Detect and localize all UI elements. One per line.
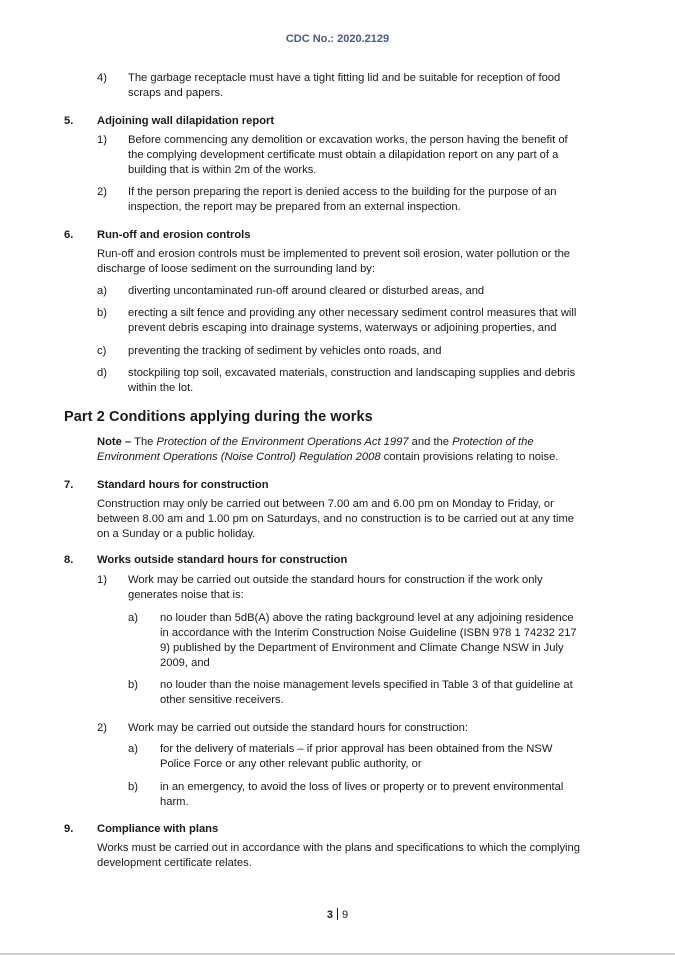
page-number: [0, 908, 675, 921]
note-text: The: [131, 436, 157, 448]
item-text-line: for the delivery of materials – if prior approval has been obtained from the NSW: [160, 743, 553, 755]
item-letter: a): [97, 285, 107, 297]
section-number: 5.: [64, 115, 74, 127]
item-text-line: Work may be carried out outside the standard hours for construction:: [128, 722, 468, 734]
paragraph-line: between 8.00 am and 1.00 pm on Saturdays, and no construction is to be carried out at any time: [97, 513, 574, 525]
item-text-line: 9) published by the Department of Environment and Climate Change NSW in July: [160, 642, 564, 654]
section-number: 8.: [64, 554, 74, 566]
item-letter: d): [97, 367, 107, 379]
item-text-line: preventing the tracking of sediment by vehicles onto roads, and: [128, 345, 442, 357]
item-text-line: inspection, the report may be prepared from an external inspection.: [128, 201, 461, 213]
item-text-line: no louder than 5dB(A) above the rating background level at any adjoining residence: [160, 612, 574, 624]
paragraph-line: Run-off and erosion controls must be implemented to prevent soil erosion, water pollution or the: [97, 248, 571, 260]
item-number: 2): [97, 186, 107, 198]
item-letter: b): [97, 307, 107, 319]
item-text-line: within the lot.: [128, 382, 194, 394]
item-text-line: building that is within 2m of the works.: [128, 164, 317, 176]
item-text-line: scraps and papers.: [128, 87, 224, 99]
current-page: 3: [326, 909, 333, 921]
paragraph-line: Construction may only be carried out between 7.00 am and 6.00 pm on Monday to Friday, or: [97, 498, 554, 510]
section-number: 7.: [64, 479, 74, 491]
section-title: Works outside standard hours for construction: [97, 554, 348, 566]
section-title: Standard hours for construction: [97, 479, 269, 491]
item-text-line: Before commencing any demolition or excavation works, the person having the benefit of: [128, 134, 568, 146]
item-text-line: 2009, and: [160, 657, 210, 669]
item-letter: b): [128, 781, 138, 793]
item-number: 2): [97, 722, 107, 734]
note-label: Note –: [97, 436, 132, 448]
part-heading: Part 2 Conditions applying during the works: [64, 409, 373, 425]
item-text-line: diverting uncontaminated run-off around cleared or disturbed areas, and: [128, 285, 485, 297]
page-separator: [337, 908, 338, 920]
item-text-line: If the person preparing the report is denied access to the building for the purpose of an: [128, 186, 557, 198]
item-text-line: in an emergency, to avoid the loss of lives or property or to prevent environmental: [160, 781, 564, 793]
item-text-line: harm.: [160, 796, 189, 808]
item-text-line: generates noise that is:: [128, 589, 244, 601]
note-act-title: Protection of the Environment Operations Act 1997: [156, 436, 409, 448]
item-number: 4): [97, 72, 107, 84]
item-text-line: Police Force or any other relevant public authority, or: [160, 758, 422, 770]
section-title: Compliance with plans: [97, 823, 219, 835]
item-text-line: Work may be carried out outside the standard hours for construction if the work only: [128, 574, 543, 586]
item-number: 1): [97, 574, 107, 586]
item-text-line: prevent debris escaping into drainage systems, waterways or adjoining properties, and: [128, 322, 557, 334]
item-text-line: stockpiling top soil, excavated materials, construction and landscaping supplies and debris: [128, 367, 576, 379]
item-text-line: no louder than the noise management levels specified in Table 3 of that guideline at: [160, 679, 573, 691]
note-regulation-title: Environment Operations (Noise Control) Regulation 2008: [97, 451, 381, 463]
item-number: 1): [97, 134, 107, 146]
item-text-line: The garbage receptacle must have a tight fitting lid and be suitable for reception of food: [128, 72, 561, 84]
paragraph-line: on a Sunday or a public holiday.: [97, 528, 256, 540]
section-number: 6.: [64, 229, 74, 241]
note-line: [97, 450, 558, 465]
paragraph-line: discharge of loose sediment on the surrounding land by:: [97, 263, 375, 275]
item-text-line: in accordance with the Interim Construction Noise Guideline (ISBN 978 1 74232 217: [160, 627, 577, 639]
section-number: 9.: [64, 823, 74, 835]
item-text-line: erecting a silt fence and providing any other necessary sediment control measures that will: [128, 307, 577, 319]
item-text-line: other sensitive receivers.: [160, 694, 284, 706]
note-text: contain provisions relating to noise.: [380, 451, 559, 463]
item-letter: a): [128, 743, 138, 755]
item-text-line: the complying development certificate must obtain a dilapidation report on any part of a: [128, 149, 559, 161]
cdc-number-header: CDC No.: 2020.2129: [285, 33, 390, 45]
note-text: and the: [408, 436, 453, 448]
paragraph-line: Works must be carried out in accordance with the plans and specifications to which the complying: [97, 842, 580, 854]
item-letter: c): [97, 345, 107, 357]
item-letter: b): [128, 679, 138, 691]
note-line: [97, 435, 534, 450]
section-title: Adjoining wall dilapidation report: [97, 115, 275, 127]
paragraph-line: development certificate relates.: [97, 857, 252, 869]
total-pages: 9: [342, 909, 349, 921]
item-letter: a): [128, 612, 138, 624]
section-title: Run-off and erosion controls: [97, 229, 251, 241]
note-regulation-title: Protection of the: [452, 436, 534, 448]
